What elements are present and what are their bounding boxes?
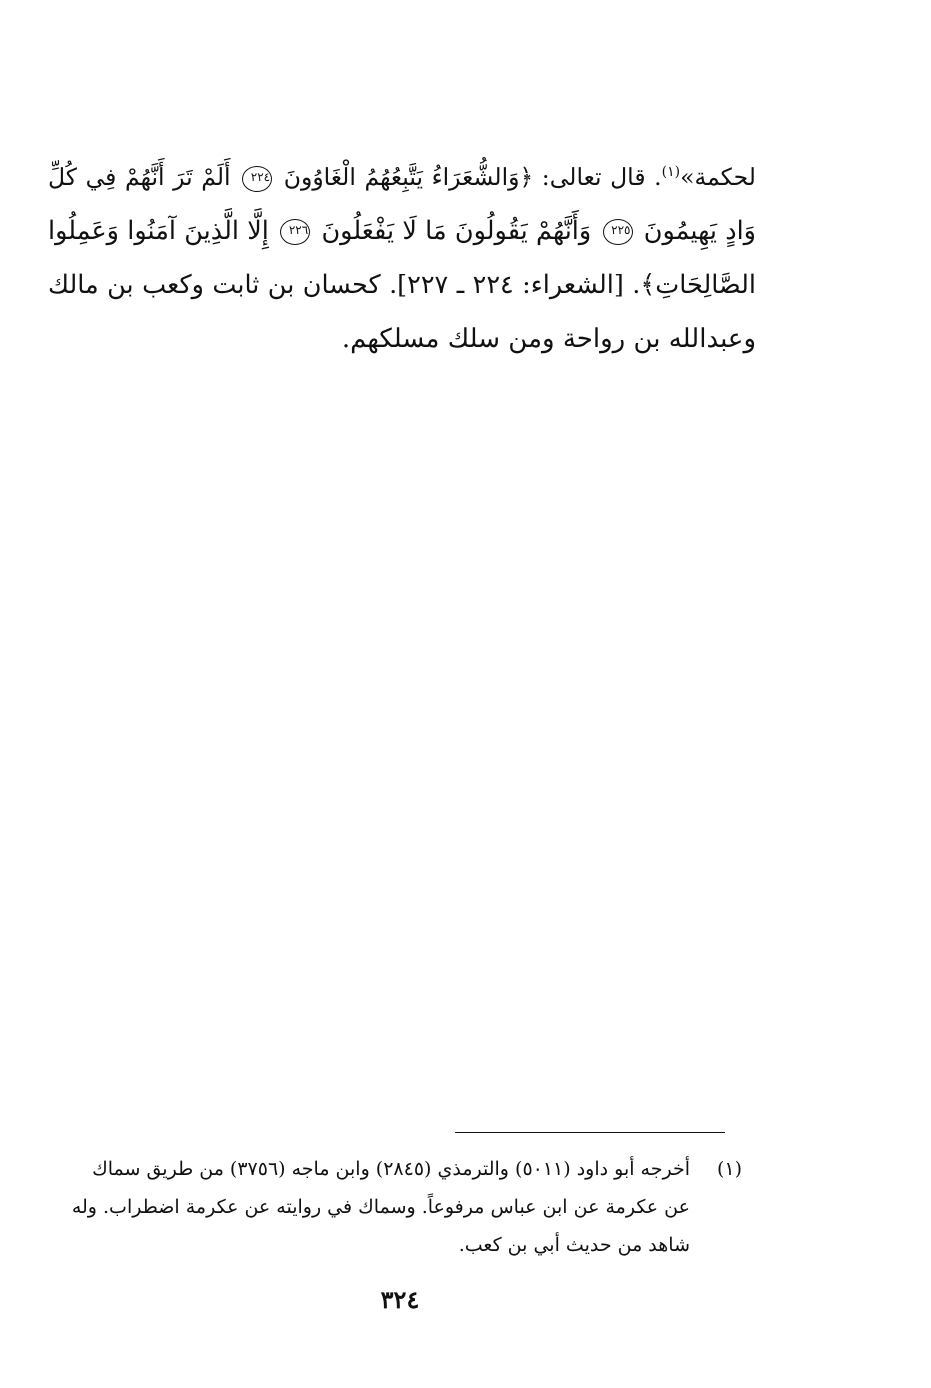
footnote: [30, 1150, 742, 1264]
footnote-line-3: شاهد من حديث أبي بن كعب.: [458, 1234, 690, 1256]
quran-text: إِلَّا الَّذِينَ آمَنُوا وَعَمِلُوا: [48, 216, 269, 246]
page-number: ٣٢٤: [380, 1285, 420, 1314]
footnote-reference[interactable]: (١): [661, 164, 681, 181]
footnote-number: (١): [716, 1158, 742, 1180]
ayah-number-marker: ٢٢٤: [242, 166, 272, 192]
ayah-number-marker: ٢٢٥: [603, 219, 633, 245]
footnote-line-2: عن عكرمة عن ابن عباس مرفوعاً. وسماك في روايته عن عكرمة اضطراب. وله: [71, 1196, 690, 1218]
ayah-number-marker: ٢٢٦: [280, 219, 310, 245]
text-line-2: [48, 204, 756, 258]
text-fragment: لحكمة»: [680, 163, 756, 191]
quran-text: وَأَنَّهُمْ يَقُولُونَ مَا لَا يَفْعَلُونَ: [321, 216, 592, 246]
text-line-4: وعبدالله بن رواحة ومن سلك مسلكهم.: [341, 324, 756, 354]
footnote-body: [30, 1150, 690, 1264]
main-text: [48, 150, 756, 366]
footnote-divider: [455, 1132, 725, 1133]
footnote-line-1: أخرجه أبو داود (٥٠١١) والترمذي (٢٨٤٥) وابن ماجه (٣٧٥٦) من طريق سماك: [92, 1158, 690, 1180]
text-line-1: [48, 150, 756, 204]
quran-text: أَلَمْ تَرَ أَنَّهُمْ فِي كُلِّ: [48, 163, 231, 191]
quran-text: . قال تعالى: ﴿وَالشُّعَرَاءُ يَتَّبِعُهُمُ الْغَاوُونَ: [283, 163, 662, 191]
quran-text: وَادٍ يَهِيمُونَ: [643, 216, 756, 246]
text-line-3: الصَّالِحَاتِ﴾. [الشعراء: ٢٢٤ ـ ٢٢٧]. كحسان بن ثابت وكعب بن مالك: [48, 270, 757, 300]
